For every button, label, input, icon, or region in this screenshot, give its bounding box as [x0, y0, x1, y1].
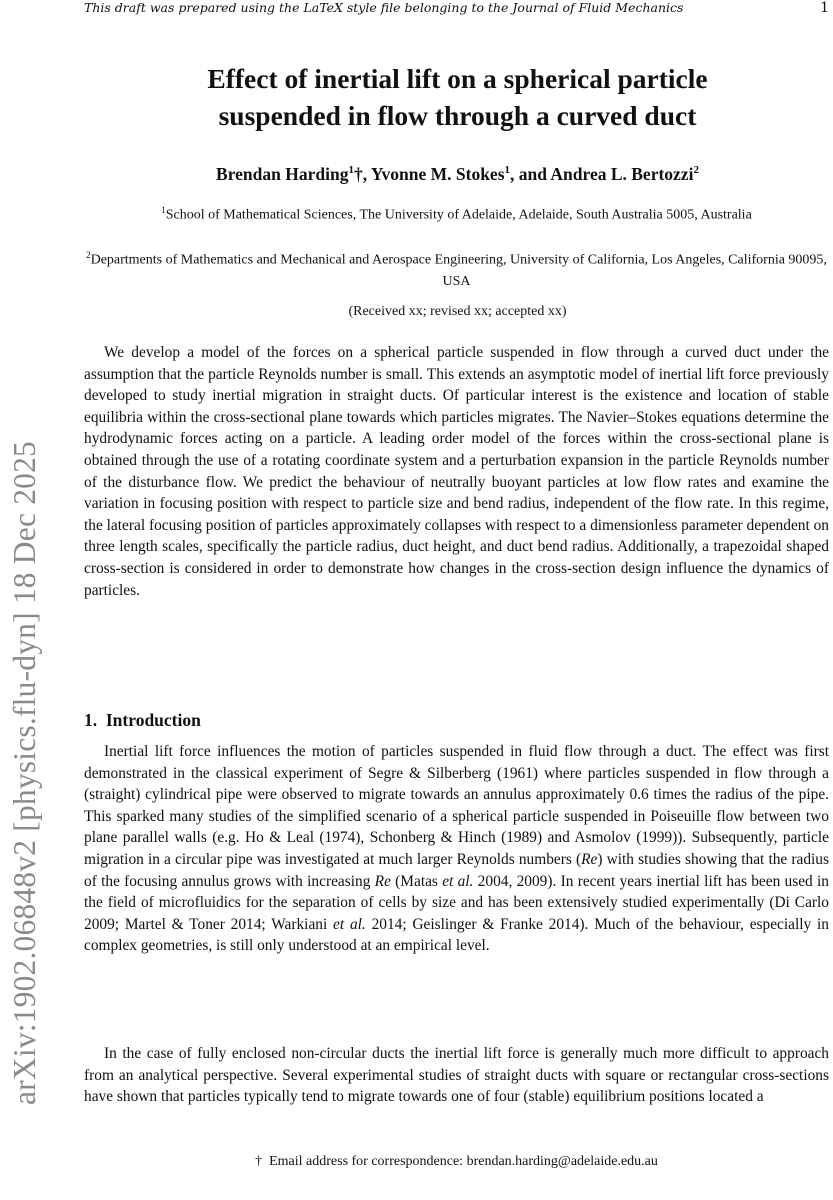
author-harding: Brendan Harding — [216, 164, 349, 184]
affil-mark: 1 — [161, 205, 166, 215]
page-number: 1 — [820, 0, 829, 16]
running-header — [84, 0, 829, 20]
affil-mark: 2 — [86, 250, 91, 260]
text-run: 2014; Geislinger & Franke 2014). Much of the behaviour, especially in complex geometries, is still only understood at an empirical level. — [84, 915, 829, 955]
affiliation-2-text: Departments of Mathematics and Mechanical and Aerospace Engineering, University of California, Los Angeles, California 90095, USA — [90, 252, 827, 289]
affil-mark: 1 — [504, 164, 511, 177]
math-re: Re — [374, 872, 391, 890]
section-heading — [84, 710, 201, 731]
text-run: Inertial lift force influences the motion of particles suspended in fluid flow through a duct. The effect was first demonstrated in the classical experiment of Segre & Silberberg (1961) where particles suspended in flow through a (straight) cylindrical pipe were observed to migrate towards an annulus approximately 0.6 times the radius of the pipe. This sparked many studies of the simplified scenario of a spherical particle suspended in Poiseuille flow between two plane parallel walls (e.g. Ho & Leal (1974), Schonberg & Hinch (1989) and Asmolov (1999)). Subsequently, particle migration in a circular pipe was investigated at much larger Reynolds numbers ( — [84, 743, 829, 868]
footnote — [84, 1154, 829, 1170]
text-run: (Matas — [390, 872, 443, 890]
received-dates: (Received xx; revised xx; accepted xx) — [348, 304, 567, 319]
footnote-dagger[interactable]: † — [353, 164, 363, 184]
author-separator: , — [362, 164, 371, 184]
intro-paragraph-2: In the case of fully enclosed non-circular ducts the inertial lift force is generally much more difficult to approach from an analytical perspective. Several experimental studies of straight ducts with square or rectangular cross-sections have shown that particles typically tend to migrate towards one of four (stable) equilibrium positions located a — [84, 1045, 829, 1106]
affil-mark: 2 — [693, 164, 699, 177]
section-number: 1. — [84, 710, 98, 730]
text-run: 2004, 2009). In recent years inertial lift has been used in the field of microfluidics for the separation of cells by size and has been extensively studied experimentally (Di Carlo 2009; Martel & Toner 2014; Warkiani — [84, 872, 829, 933]
footnote-email[interactable]: Email address for correspondence: brendan.harding@adelaide.edu.au — [269, 1154, 658, 1169]
affil-mark: 1 — [348, 164, 354, 177]
abstract: We develop a model of the forces on a spherical particle suspended in flow through a curved duct under the assumption that the particle Reynolds number is small. This extends an asymptotic model of inertial lift force previously developed to study inertial migration in straight ducts. Of particular interest is the existence and location of stable equilibria within the cross-sectional plane towards which particles migrates. The Navier–Stokes equations determine the hydrodynamic forces acting on a particle. A leading order model of the forces within the cross-sectional plane is obtained through the use of a rotating coordinate system and a perturbation expansion in the particle Reynolds number of the disturbance flow. We predict the behaviour of neutrally buoyant particles at low flow rates and examine the variation in focusing position with respect to particle size and bend radius, independent of the flow rate. In this regime, the lateral focusing position of particles approximately collapses with respect to a dimensionless parameter dependent on three length scales, specifically the particle radius, duct height, and duct bend radius. Additionally, a trapezoidal shaped cross-section is considered in order to demonstrate how changes in the cross-section design influence the dynamics of particles. — [84, 344, 829, 599]
et-al: et al. — [442, 872, 474, 890]
intro-paragraph-1 — [84, 741, 829, 957]
math-re: Re — [581, 850, 598, 868]
author-stokes: Yvonne M. Stokes — [370, 164, 505, 184]
author-separator: , and — [510, 164, 551, 184]
title-line-1: Effect of inertial lift on a spherical particle — [207, 63, 708, 94]
text-run: ) with studies showing that the radius of the focusing annulus grows with increasing — [84, 850, 829, 890]
footnote-mark: † — [255, 1154, 263, 1169]
author-list — [90, 164, 825, 185]
et-al: et al. — [333, 915, 366, 933]
affiliation-1-text: School of Mathematical Sciences, The University of Adelaide, Adelaide, South Australia 5005, Australia — [165, 207, 752, 223]
title-line-2: suspended in flow through a curved duct — [218, 100, 697, 131]
journal-draft-note: This draft was prepared using the LaTeX style file belonging to the Journal of Fluid Mechanics — [84, 0, 684, 15]
arxiv-stamp[interactable]: arXiv:1902.06848v2 [physics.flu-dyn] 18 Dec 2025 — [7, 441, 42, 1105]
section-title: Introduction — [105, 710, 201, 730]
affiliation-1 — [84, 200, 829, 226]
affiliation-2 — [84, 245, 829, 292]
author-bertozzi: Andrea L. Bertozzi — [550, 164, 694, 184]
paper-title — [90, 60, 825, 134]
